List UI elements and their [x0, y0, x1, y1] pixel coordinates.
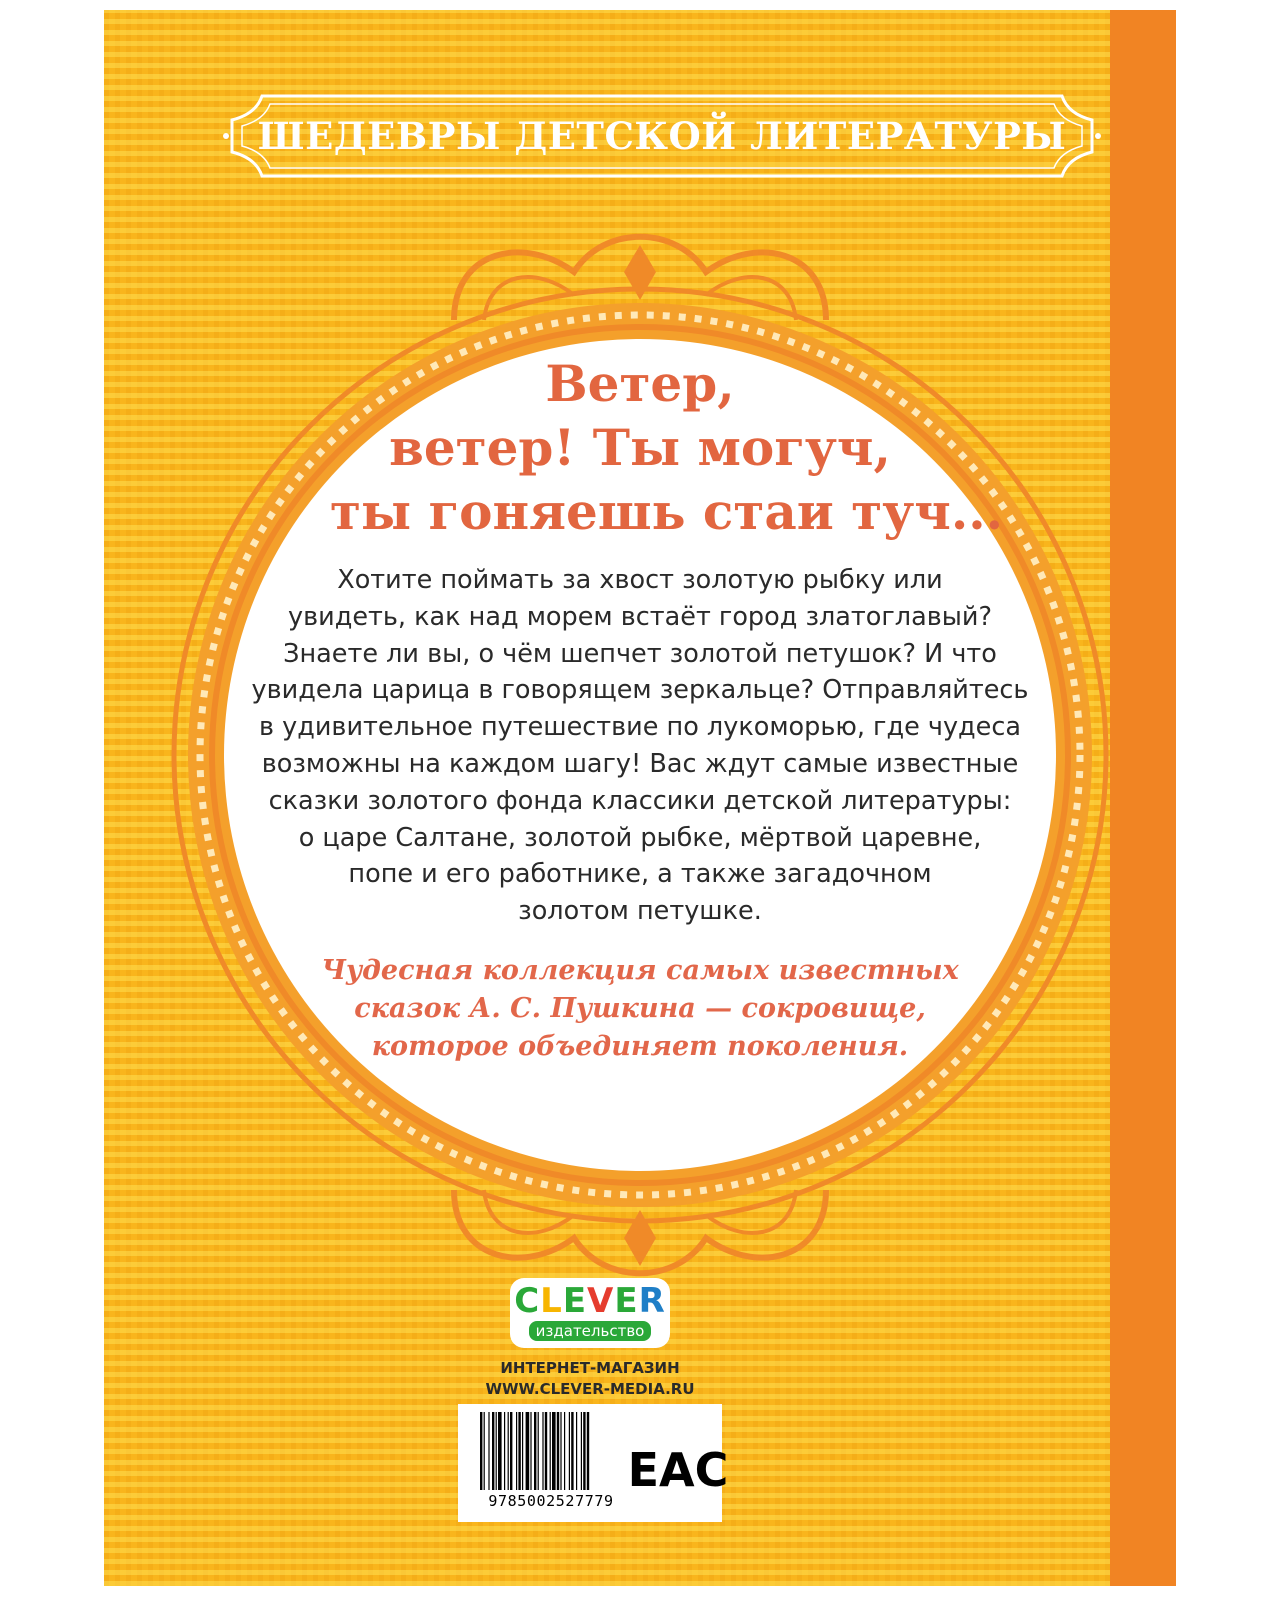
- book-back-cover: [104, 10, 1176, 1586]
- barcode-bar: [542, 1412, 543, 1490]
- barcode-bar: [581, 1412, 582, 1490]
- barcode-bar: [518, 1412, 520, 1490]
- series-banner: [222, 90, 1102, 182]
- logo-letter: C: [514, 1281, 541, 1321]
- logo-letter: R: [638, 1281, 666, 1321]
- description-line: сказки золотого фонда классики детской литературы:: [268, 785, 1012, 816]
- description-line: в удивительное путешествие по лукоморью, где чудеса: [258, 712, 1021, 743]
- description-line: Знаете ли вы, о чём шепчет золотой петушок? И что: [283, 638, 997, 669]
- barcode-bars: [480, 1412, 630, 1492]
- description-line: Хотите поймать за хвост золотую рыбку или: [337, 565, 943, 595]
- tagline-line: Чудесная коллекция самых известных: [321, 955, 959, 986]
- description-line: золотом петушке.: [518, 896, 762, 927]
- logo-letter: E: [614, 1281, 639, 1321]
- description-line: возможны на каждом шагу! Вас ждут самые известные: [261, 748, 1019, 779]
- eac-text: EAC: [627, 1443, 729, 1497]
- description-line: увидеть, как над морем встаёт город златоглавый?: [288, 601, 992, 632]
- barcode-bar: [550, 1412, 551, 1490]
- barcode-bar: [488, 1412, 489, 1490]
- barcode-bar: [530, 1412, 531, 1490]
- tagline-line: сказок А. С. Пушкина — сокровище,: [354, 993, 926, 1024]
- barcode-bar: [534, 1412, 536, 1490]
- barcode-bar: [496, 1412, 497, 1490]
- tagline-line: которое объединяет поколения.: [371, 1031, 909, 1062]
- barcode-bar: [480, 1412, 482, 1490]
- headline-line: Ветер,: [545, 354, 735, 413]
- online-shop-info: [430, 1358, 750, 1400]
- barcode-bar: [510, 1412, 512, 1490]
- shop-label: ИНТЕРНЕТ-МАГАЗИН: [500, 1359, 680, 1377]
- barcode-bar: [538, 1412, 539, 1490]
- description-line: о царе Салтане, золотой рыбке, мёртвой царевне,: [298, 822, 982, 853]
- barcode-panel: [458, 1404, 729, 1522]
- barcode-bar: [516, 1412, 517, 1490]
- barcode-bar: [508, 1412, 509, 1490]
- barcode-bar: [498, 1412, 502, 1490]
- headline-quote: [330, 352, 1004, 544]
- barcode-bar: [557, 1412, 559, 1490]
- logo-letter: E: [562, 1281, 588, 1321]
- isbn-number: 9785002527779: [488, 1492, 614, 1510]
- barcode-bar: [526, 1412, 530, 1490]
- headline-line: ты гоняешь стаи туч...: [330, 482, 1004, 541]
- series-title: ШЕДЕВРЫ ДЕТСКОЙ ЛИТЕРАТУРЫ: [257, 114, 1067, 158]
- barcode-bar: [583, 1412, 585, 1490]
- tagline: [240, 952, 1040, 1066]
- logo-wordmark: [510, 1282, 670, 1320]
- eac-certification-mark: [627, 1420, 729, 1506]
- barcode-bar: [587, 1412, 589, 1490]
- logo-subtitle: издательство: [529, 1321, 652, 1341]
- barcode-bar: [571, 1412, 573, 1490]
- barcode-bar: [569, 1412, 570, 1490]
- barcode-bar: [522, 1412, 523, 1490]
- headline-line: ветер! Ты могуч,: [389, 418, 891, 477]
- barcode-bar: [552, 1412, 556, 1490]
- logo-letter: V: [587, 1281, 615, 1321]
- barcode-bar: [484, 1412, 485, 1490]
- barcode-bar: [492, 1412, 494, 1490]
- publisher-logo: [510, 1278, 670, 1348]
- barcode-bar: [564, 1412, 565, 1490]
- book-description: [234, 562, 1046, 930]
- barcode-bar: [560, 1412, 561, 1490]
- barcode-bar: [576, 1412, 577, 1490]
- logo-letter: L: [540, 1281, 563, 1321]
- shop-url: WWW.CLEVER-MEDIA.RU: [485, 1380, 695, 1398]
- description-line: попе и его работнике, а также загадочном: [348, 859, 932, 890]
- description-line: увидела царица в говорящем зеркальце? Отправляйтесь: [251, 675, 1029, 706]
- barcode-bar: [504, 1412, 505, 1490]
- barcode-bar: [545, 1412, 547, 1490]
